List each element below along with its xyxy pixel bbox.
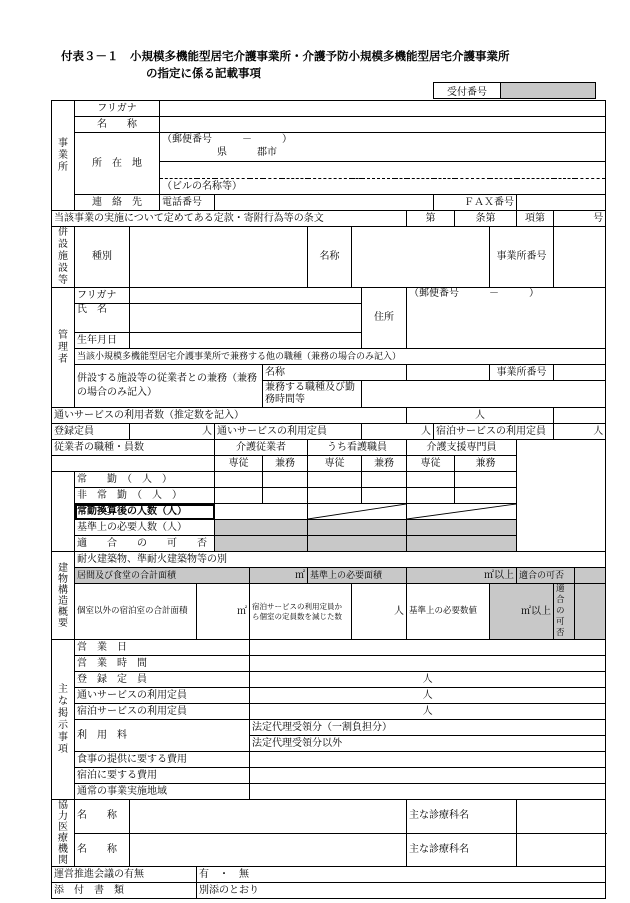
notices-section-label: 主な掲示事項 [52, 640, 75, 800]
notice-shukuhaku-unit[interactable]: 人 [250, 704, 606, 720]
jokin-shien-kenmu[interactable] [455, 472, 517, 488]
attachment-value: 別添のとおり [197, 883, 606, 899]
building-section-label: 建物構造概要 [52, 552, 75, 640]
staff-right-blank [517, 440, 606, 552]
notice-registered-unit[interactable]: 人 [250, 672, 606, 688]
kayoi-capacity-label: 通いサービスの利用定員 [215, 424, 362, 440]
heisetsu-kind-field[interactable] [130, 227, 308, 288]
shukuhaku-capacity-unit[interactable]: 人 [554, 424, 606, 440]
building-name-text: （ビルの名称等） [162, 180, 242, 192]
notice-fee-label: 利 用 料 [75, 720, 250, 752]
notice-stay-field[interactable] [250, 768, 606, 784]
postal-text: （郵便番号 － ） [162, 134, 292, 145]
jokin-shien-senju[interactable] [407, 472, 455, 488]
heisetsu-office-no-label: 事業所番号 [490, 227, 554, 288]
hijokin-kaigo-kenmu[interactable] [263, 488, 308, 504]
fax-field[interactable] [517, 195, 606, 211]
notice-stay-label: 宿泊に要する費用 [75, 768, 250, 784]
living-area-unit[interactable]: ㎡ [250, 568, 308, 584]
staff-col-kaigo: 介護従業者 [215, 440, 308, 456]
kanrisha-name2-field[interactable] [407, 365, 490, 381]
fit-shien [407, 536, 517, 552]
receipt-label: 受付番号 [434, 83, 501, 99]
application-form-table [51, 100, 606, 899]
heisetsu-name-label: 名称 [308, 227, 352, 288]
notice-fee-1[interactable]: 法定代理受領分（一割負担分） [250, 720, 606, 736]
private-area-label: 個室以外の宿泊室の合計面積 [75, 584, 197, 640]
kayoi-users-blank [554, 408, 606, 424]
hospital-name-field-1[interactable] [130, 800, 407, 834]
hospital-dept-field-1[interactable] [517, 800, 606, 834]
staff-row-required: 基準上の必要人数（人） [75, 520, 215, 536]
staff-col-kango: うち看護職員 [308, 440, 407, 456]
building-name-field[interactable] [160, 179, 606, 195]
kansan-shien-diagonal [407, 504, 517, 520]
staff-row-fit: 適 合 の 可 否 [75, 536, 215, 552]
hospital-dept-label-2: 主な診療科名 [407, 833, 517, 867]
kanrisha-other-duty-label: 当該小規模多機能型居宅介護事業所で兼務する他の職種（兼務の場合のみ記入） [75, 349, 606, 365]
staff-left-indent [52, 472, 75, 552]
fit-field[interactable] [575, 568, 606, 584]
kanrisha-birthdate-field[interactable] [130, 333, 362, 349]
staff-sub-1: 兼務 [263, 456, 308, 472]
kanrisha-name2-label: 名称 [263, 365, 407, 381]
notice-kayoi-label: 通いサービスの利用定員 [75, 688, 250, 704]
articles-kou: 項第 [517, 211, 554, 227]
heisetsu-name-field[interactable] [352, 227, 490, 288]
notice-kayoi-unit[interactable]: 人 [250, 688, 606, 704]
shukuhaku-capacity-label: 宿泊サービスの利用定員 [434, 424, 554, 440]
name-field[interactable] [160, 117, 606, 133]
staff-sub-4: 専従 [407, 456, 455, 472]
jokin-kango-kenmu[interactable] [362, 472, 407, 488]
notice-area-field[interactable] [250, 784, 606, 800]
required-kango [308, 520, 407, 536]
capacity-minus-label: 宿泊サービスの利用定員から個室の定員数を減じた数 [250, 584, 352, 640]
heisetsu-kind-label: 種別 [75, 227, 130, 288]
kanrisha-duty-label: 兼務する職種及び勤務時間等 [263, 381, 362, 408]
fit2-label: 適合の可否 [554, 584, 575, 640]
kanrisha-section-label: 管理者 [52, 288, 75, 408]
notice-eigyobi-field[interactable] [250, 640, 606, 656]
notice-shukuhaku-label: 宿泊サービスの利用定員 [75, 704, 250, 720]
staff-sub-5: 兼務 [455, 456, 517, 472]
heisetsu-office-no-field[interactable] [554, 227, 606, 288]
staff-sub-2: 専従 [308, 456, 362, 472]
receipt-box [433, 82, 596, 99]
required-kaigo [215, 520, 308, 536]
kanrisha-address-label: 住所 [362, 288, 407, 349]
notice-meal-label: 食事の提供に要する費用 [75, 752, 250, 768]
staff-sub-0: 専従 [215, 456, 263, 472]
articles-dai: 第 [407, 211, 455, 227]
req-area-label: 基準上の必要面積 [308, 568, 407, 584]
kanrisha-duty-field[interactable] [362, 381, 606, 408]
address-label: 所 在 地 [75, 133, 160, 195]
attachment-label: 添 付 書 類 [52, 883, 197, 899]
title-line-2: の指定に係る記載事項 [146, 66, 261, 80]
staff-col-shien: 介護支援専門員 [407, 440, 517, 456]
registered-capacity-unit[interactable]: 人 [130, 424, 215, 440]
hospital-name-label-2: 名 称 [75, 833, 130, 867]
pref-city-text: 県 郡市 [217, 147, 277, 158]
address-line-field[interactable] [160, 162, 606, 179]
jigyosho-section-label: 事業所 [52, 101, 75, 211]
notice-eigyobi-label: 営 業 日 [75, 640, 250, 656]
notice-area-label: 通常の事業実施地域 [75, 784, 250, 800]
kansan-kango-diagonal [308, 504, 407, 520]
kayoi-users-label: 通いサービスの利用者数（推定数を記入） [52, 408, 407, 424]
kansan-kaigo[interactable] [215, 504, 308, 520]
hospital-name-label-1: 名 称 [75, 800, 130, 834]
kanrisha-birthdate-label: 生年月日 [75, 333, 130, 349]
notice-meal-field[interactable] [250, 752, 606, 768]
articles-jou: 条第 [455, 211, 517, 227]
address-field[interactable] [160, 133, 606, 162]
contact-label: 連 絡 先 [75, 195, 160, 211]
fax-label: ＦＡＸ番号 [434, 195, 517, 211]
notice-hours-field[interactable] [250, 656, 606, 672]
fit2-field[interactable] [575, 584, 606, 640]
staff-row-jokin: 常 勤 （ 人 ） [75, 472, 215, 488]
staff-row-kansan: 常勤換算後の人数（人） [75, 504, 215, 520]
registered-capacity-label: 登録定員 [52, 424, 130, 440]
furigana-label: フリガナ [75, 101, 160, 117]
kayoi-capacity-unit[interactable]: 人 [362, 424, 434, 440]
hijokin-shien-kenmu[interactable] [455, 488, 517, 504]
capacity-minus-unit[interactable]: 人 [352, 584, 407, 640]
kanrisha-furigana-field[interactable] [130, 288, 362, 304]
meeting-label: 運営推進会議の有無 [52, 867, 197, 883]
hospital-dept-label-1: 主な診療科名 [407, 800, 517, 834]
fit-kango [308, 536, 407, 552]
fireproof-label: 耐火建築物、準耐火建築物等の別 [75, 552, 606, 568]
kanrisha-postal-text: （郵便番号 － ） [409, 288, 539, 299]
hospital-section-label: 協力医療機関 [52, 800, 75, 867]
kanrisha-office-no-field[interactable] [554, 365, 606, 381]
req-value-unit[interactable]: ㎡以上 [490, 584, 554, 640]
kanrisha-concurrent-label: 併設する施設等の従業者との兼務（兼務の場合のみ記入） [75, 365, 263, 408]
living-area-label: 居間及び食堂の合計面積 [75, 568, 250, 584]
title-line-1: 付表３－１ 小規模多機能型居宅介護事業所・介護予防小規模多機能型居宅介護事業所 [61, 49, 510, 63]
req-value-label: 基準上の必要数値 [407, 584, 490, 640]
kanrisha-name-field[interactable] [130, 304, 362, 333]
tel-field[interactable] [215, 195, 434, 211]
articles-gou: 号 [554, 211, 606, 227]
fit-label: 適合の可否 [517, 568, 575, 584]
hijokin-kango-senju[interactable] [308, 488, 362, 504]
hijokin-kango-kenmu[interactable] [362, 488, 407, 504]
req-area-unit[interactable]: ㎡以上 [407, 568, 517, 584]
staff-header: 従業者の職種・員数 [52, 440, 215, 456]
staff-row-hijokin: 非 常 勤 （ 人 ） [75, 488, 215, 504]
hijokin-kaigo-senju[interactable] [215, 488, 263, 504]
jokin-kaigo-kenmu[interactable] [263, 472, 308, 488]
receipt-number-field[interactable] [501, 83, 596, 99]
notice-fee-2[interactable]: 法定代理受領分以外 [250, 736, 606, 752]
kayoi-users-unit[interactable]: 人 [407, 408, 554, 424]
hospital-dept-field-2[interactable] [517, 833, 606, 867]
notice-registered-label: 登 録 定 員 [75, 672, 250, 688]
hijokin-shien-senju[interactable] [407, 488, 455, 504]
kanrisha-office-no-label: 事業所番号 [490, 365, 554, 381]
kanrisha-furigana-label: フリガナ [75, 288, 130, 304]
notice-hours-label: 営 業 時 間 [75, 656, 250, 672]
form-title [61, 48, 510, 82]
jokin-kango-senju[interactable] [308, 472, 362, 488]
articles-label: 当該事業の実施について定めてある定款・寄附行為等の条文 [52, 211, 407, 227]
furigana-field[interactable] [160, 101, 606, 117]
private-area-unit[interactable]: ㎡ [197, 584, 250, 640]
required-shien [407, 520, 517, 536]
staff-sub-3: 兼務 [362, 456, 407, 472]
meeting-options[interactable]: 有 ・ 無 [197, 867, 606, 883]
jokin-kaigo-senju[interactable] [215, 472, 263, 488]
heisetsu-label: 併設施設等 [52, 227, 75, 288]
kanrisha-name-label: 氏 名 [75, 304, 130, 333]
tel-label: 電話番号 [160, 195, 215, 211]
fit-kaigo [215, 536, 308, 552]
name-label: 名 称 [75, 117, 160, 133]
hospital-name-field-2[interactable] [130, 833, 407, 867]
kanrisha-address-field[interactable] [407, 288, 606, 349]
staff-sub-blank [52, 456, 215, 472]
